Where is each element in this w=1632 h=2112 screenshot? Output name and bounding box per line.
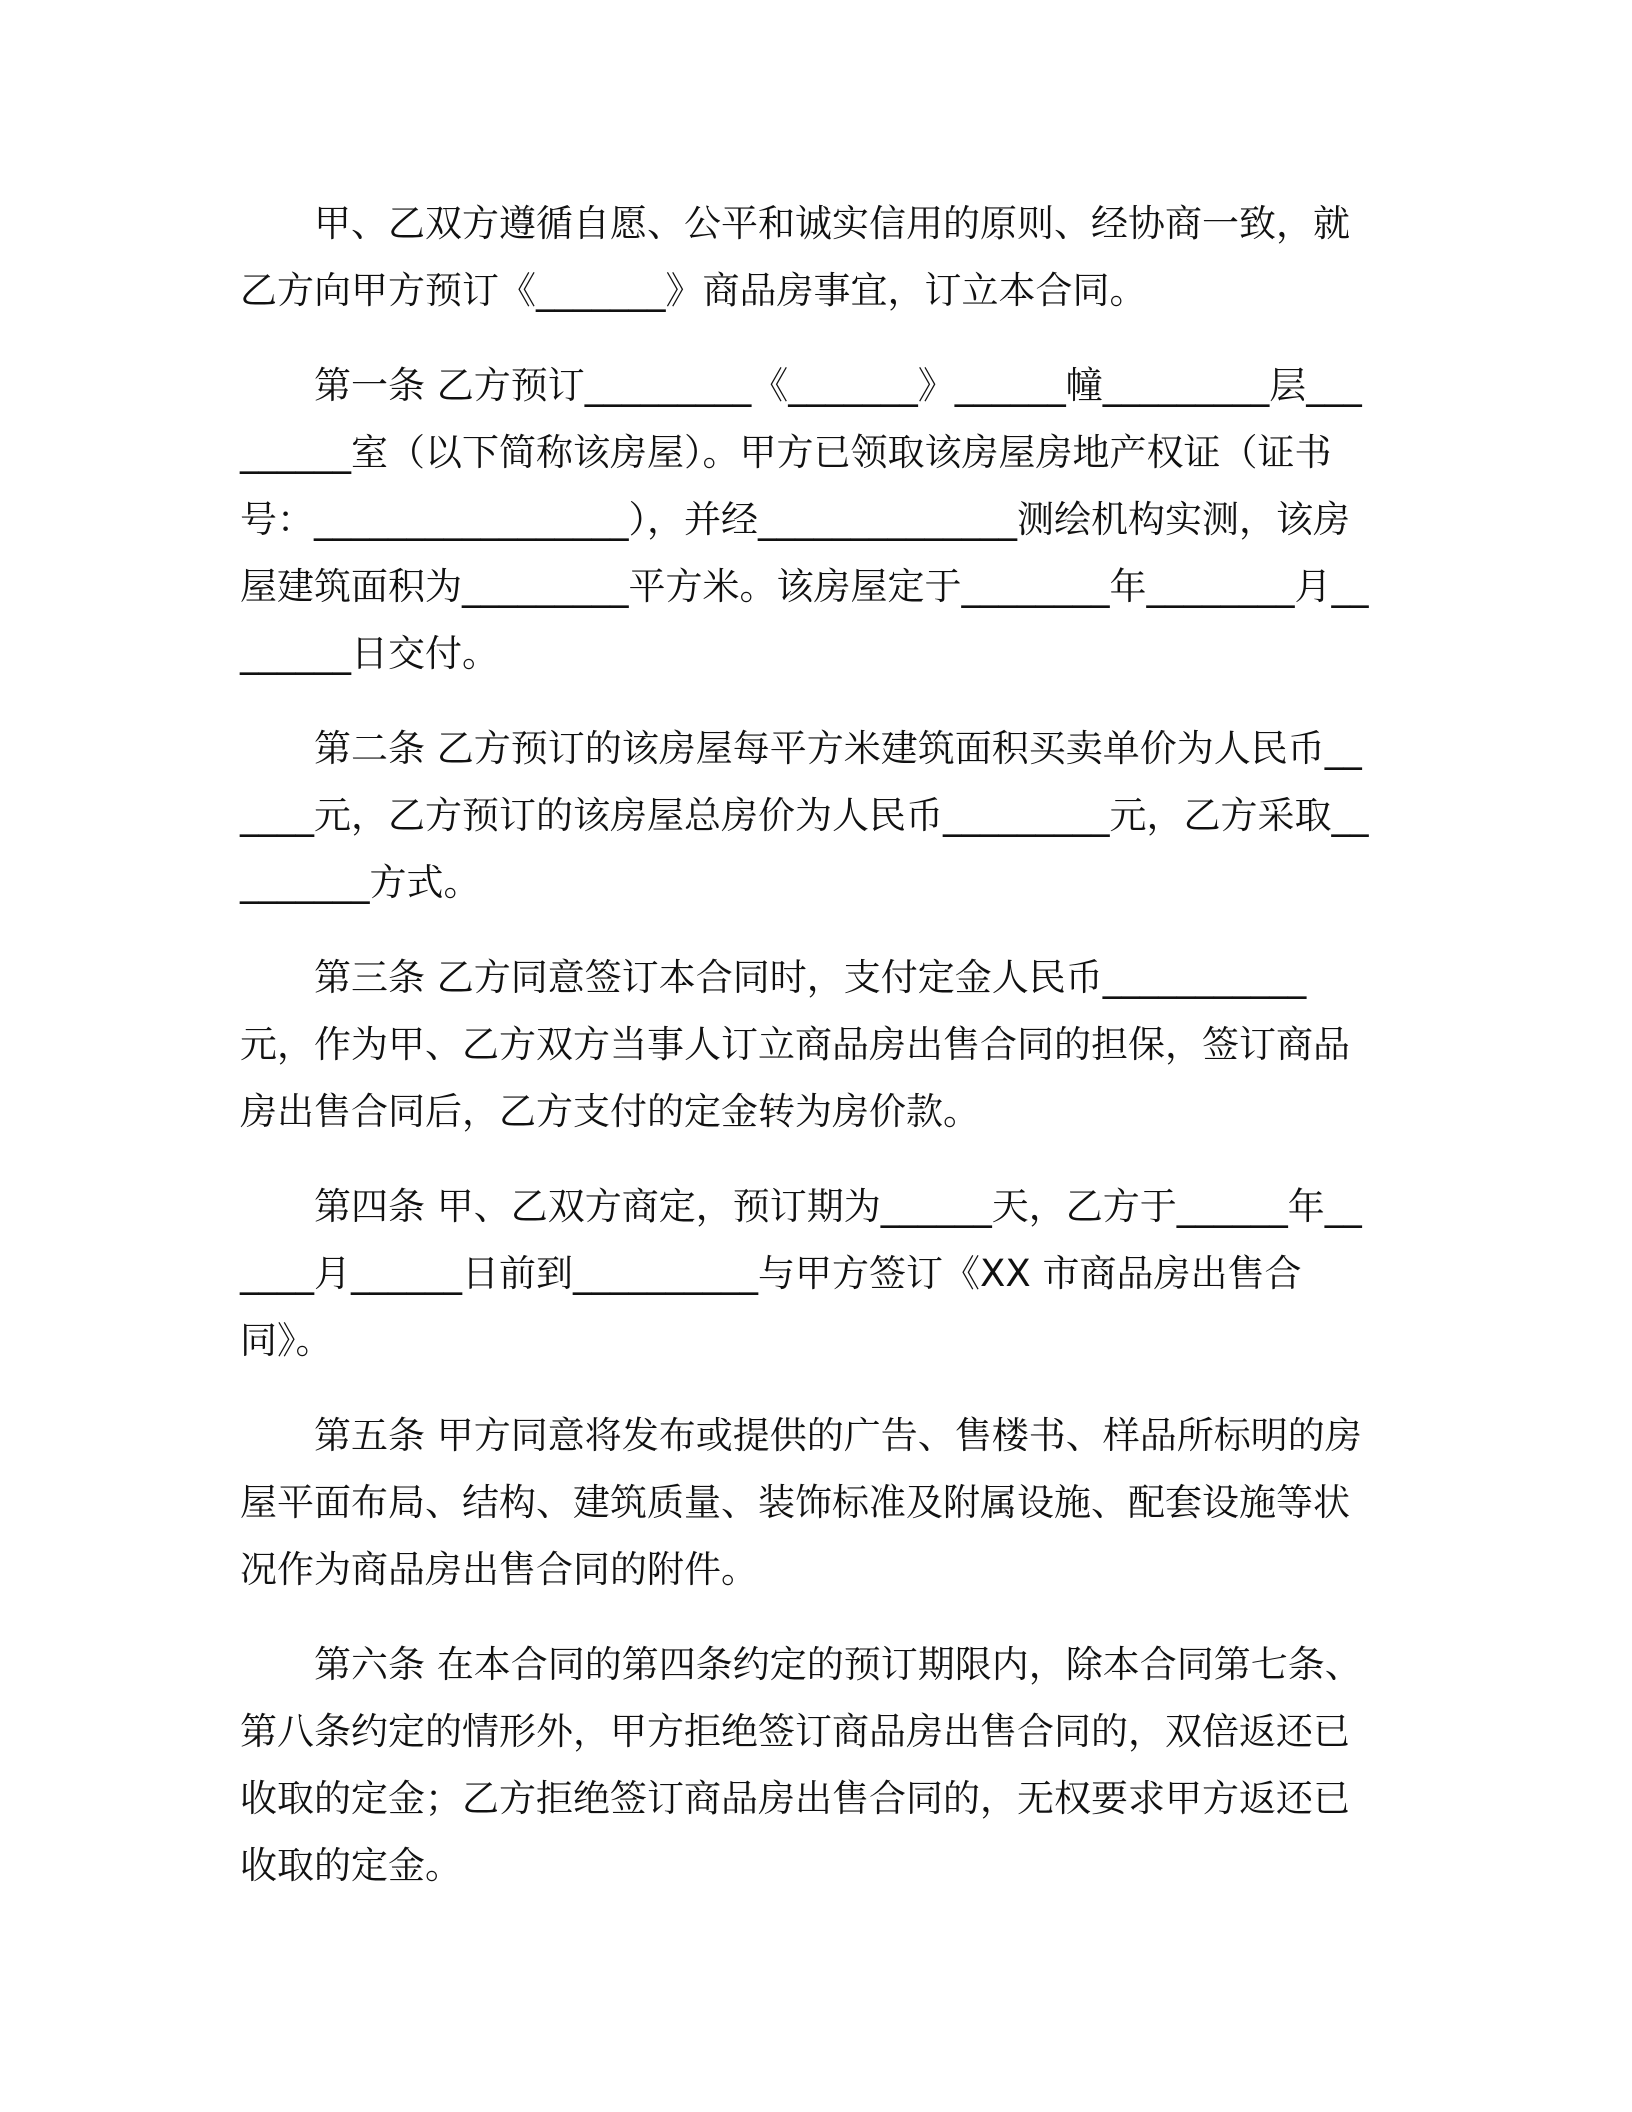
article-5-paragraph: 第五条 甲方同意将发布或提供的广告、售楼书、样品所标明的房屋平面布局、结构、建筑质量、装饰标准及附属设施、配套设施等状况作为商品房出售合同的附件。	[240, 1414, 1362, 1591]
article-1-paragraph: 第一条 乙方预订_________《_______》______幢_________层_________室（以下简称该房屋）。甲方已领取该房屋房地产权证（证书号：_________________），并经______________测绘机构实测，该房屋建筑面积为_________平方米。该房屋定于________年________月________日交付。	[240, 364, 1369, 675]
contract-body	[240, 190, 1380, 1899]
article-2-paragraph: 第二条 乙方预订的该房屋每平方米建筑面积买卖单价为人民币______元，乙方预订的该房屋总房价为人民币_________元，乙方采取_________方式。	[240, 727, 1369, 904]
article-4-paragraph: 第四条 甲、乙双方商定，预订期为______天，乙方于______年______月______日前到__________与甲方签订《XX 市商品房出售合同》。	[240, 1185, 1362, 1362]
article-6-paragraph: 第六条 在本合同的第四条约定的预订期限内，除本合同第七条、第八条约定的情形外，甲方拒绝签订商品房出售合同的，双倍返还已收取的定金；乙方拒绝签订商品房出售合同的，无权要求甲方返还已收取的定金。	[240, 1643, 1362, 1887]
intro-paragraph: 甲、乙双方遵循自愿、公平和诚实信用的原则、经协商一致，就乙方向甲方预订《_______》商品房事宜，订立本合同。	[240, 202, 1350, 312]
article-3-paragraph: 第三条 乙方同意签订本合同时，支付定金人民币___________元，作为甲、乙方双方当事人订立商品房出售合同的担保，签订商品房出售合同后，乙方支付的定金转为房价款。	[240, 956, 1350, 1133]
